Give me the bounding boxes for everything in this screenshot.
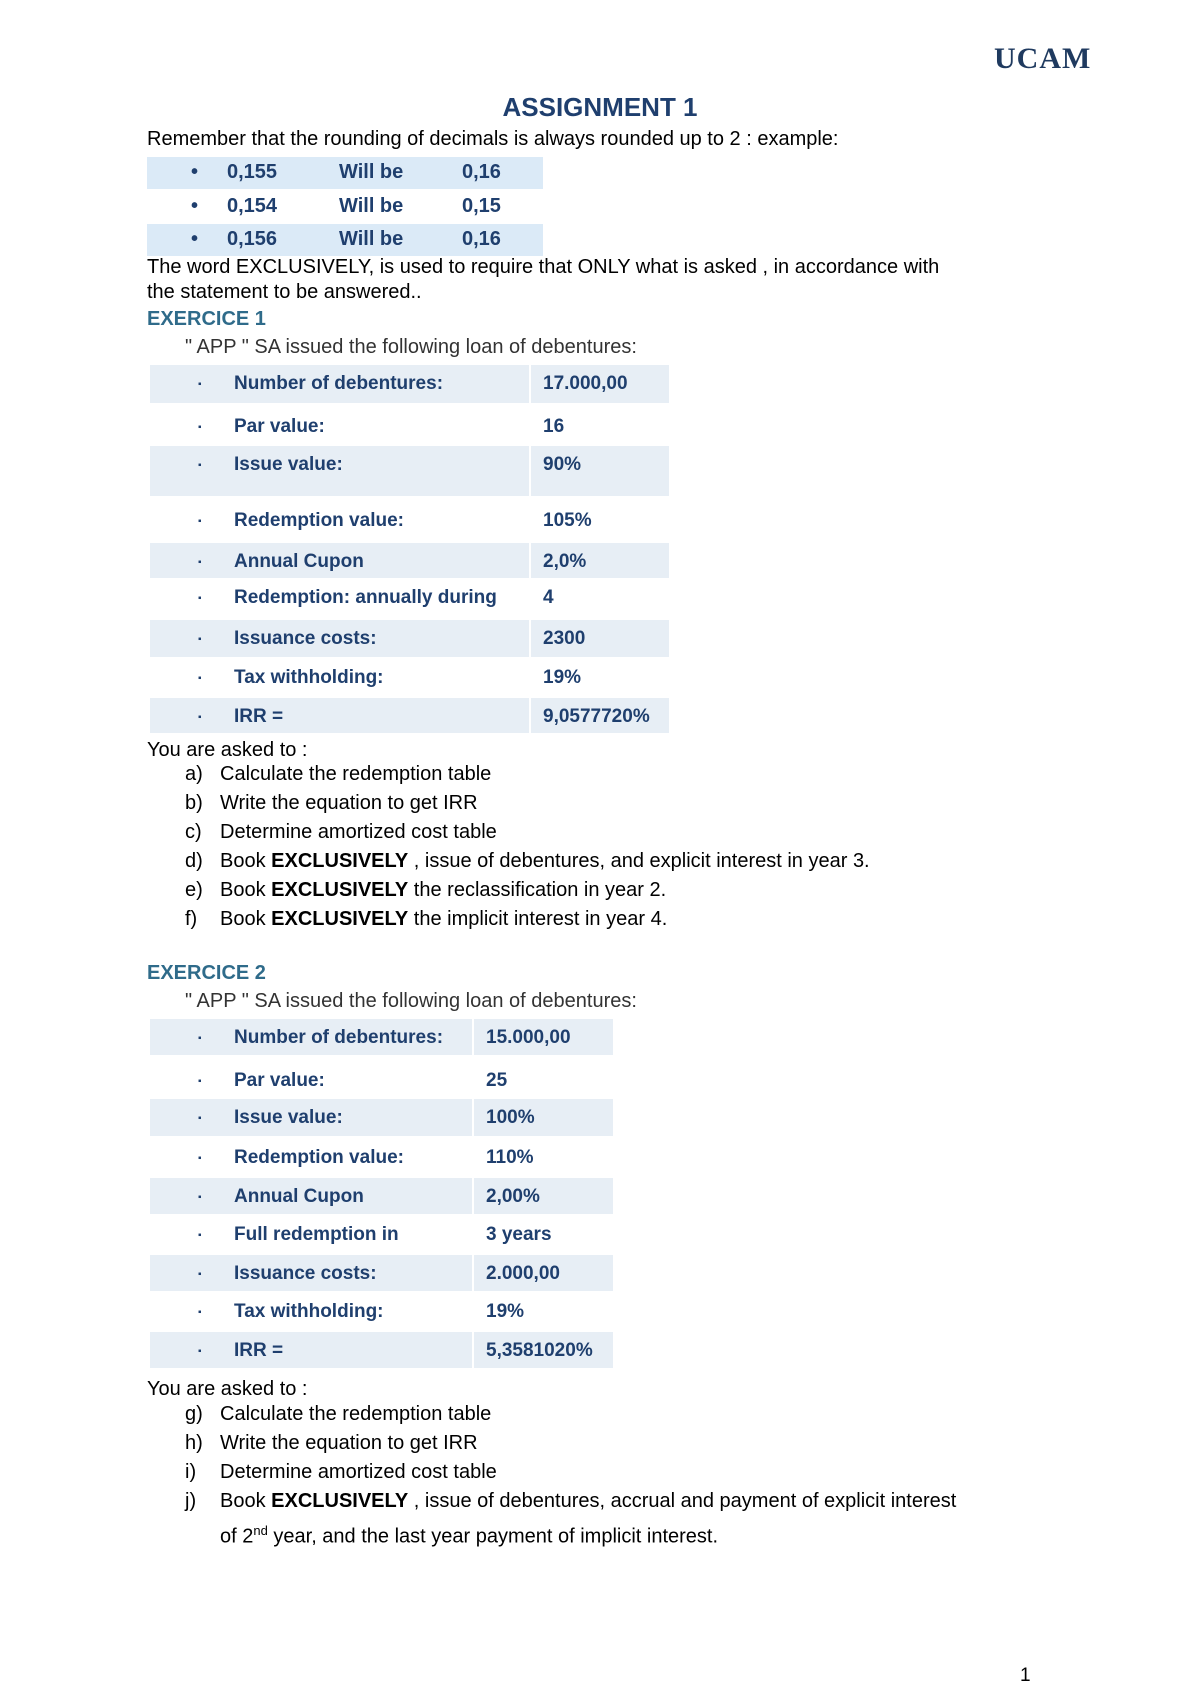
label-cell [150, 1139, 472, 1176]
table-row [150, 1255, 613, 1291]
task-text [220, 1458, 497, 1487]
value-cell [531, 500, 669, 538]
row-value: 19% [543, 667, 582, 688]
task-text-emphasis: EXCLUSIVELY [271, 1490, 409, 1512]
ucam-logo: UCAM [994, 42, 1092, 75]
label-cell [150, 1332, 472, 1368]
task-text-pre: Book [220, 908, 272, 930]
task-j-line2-post: year, and the last year payment of implicit interest. [267, 1525, 719, 1548]
task-text-emphasis: EXCLUSIVELY [271, 908, 409, 930]
exercise1-heading: EXERCICE 1 [147, 308, 266, 330]
exclusive-note-line2: the statement to be answered.. [147, 281, 422, 303]
table-row [150, 1139, 613, 1176]
task-marker: h) [185, 1432, 203, 1454]
label-cell [150, 698, 529, 733]
row-value: 15.000,00 [486, 1027, 571, 1048]
value-cell [531, 365, 669, 403]
bullet-icon: ▪ [198, 379, 202, 390]
row-label: Annual Cupon [234, 551, 364, 572]
value-cell [474, 1216, 613, 1253]
task-marker: g) [185, 1403, 203, 1425]
task-text-pre: Calculate the redemption table [220, 763, 492, 785]
label-cell [150, 1255, 472, 1291]
row-value: 2300 [543, 628, 586, 649]
table-row [150, 581, 669, 617]
bullet-icon: ▪ [198, 1033, 202, 1044]
rounding-example-row [147, 191, 543, 223]
value-cell [474, 1332, 613, 1368]
row-value: 16 [543, 416, 565, 437]
label-cell [150, 1019, 472, 1055]
row-value: 2,0% [543, 551, 587, 572]
value-cell [474, 1255, 613, 1291]
bullet-icon: ▪ [198, 1153, 202, 1164]
row-value: 25 [486, 1070, 508, 1091]
label-cell [150, 543, 529, 578]
rounding-result: 0,16 [462, 228, 501, 250]
document-title: ASSIGNMENT 1 [502, 92, 698, 122]
row-value: 4 [543, 587, 554, 608]
rounding-intro: Remember that the rounding of decimals is always rounded up to 2 : example: [147, 128, 839, 150]
value-cell [474, 1139, 613, 1176]
row-label: Issue value: [234, 1107, 343, 1128]
task-marker: f) [185, 908, 198, 930]
bullet-icon: ▪ [198, 460, 202, 471]
label-cell [150, 408, 529, 444]
value-cell [474, 1019, 613, 1055]
row-label: Issuance costs: [234, 1263, 377, 1284]
task-text-post: , issue of debentures, and explicit interest in year 3. [408, 850, 870, 872]
bullet-icon: ▪ [198, 422, 202, 433]
row-label: Tax withholding: [234, 1301, 384, 1322]
task-text [220, 1400, 491, 1429]
table-row [150, 1099, 613, 1136]
task-text [220, 905, 667, 934]
table-row [150, 1060, 613, 1096]
task-text-post: the reclassification in year 2. [408, 879, 667, 901]
task-text [220, 760, 491, 789]
row-value: 100% [486, 1107, 535, 1128]
table-row [150, 1293, 613, 1330]
row-value: 110% [486, 1147, 534, 1168]
task-text-post: the implicit interest in year 4. [408, 908, 668, 930]
row-value: 9,0577720% [543, 706, 650, 727]
label-cell [150, 365, 529, 403]
table-row [150, 1178, 613, 1214]
page-number: 1 [1020, 1665, 1031, 1686]
row-label: Issue value: [234, 454, 343, 475]
table-row [150, 1019, 613, 1055]
label-cell [150, 500, 529, 538]
value-cell [531, 620, 669, 657]
task-marker: e) [185, 879, 203, 901]
row-value: 5,3581020% [486, 1340, 593, 1361]
exercise2-intro: " APP " SA issued the following loan of debentures: [185, 990, 637, 1012]
row-label: Par value: [234, 1070, 325, 1091]
row-label: IRR = [234, 706, 284, 727]
bullet-icon: ▪ [198, 1307, 202, 1318]
value-cell [531, 446, 669, 496]
bullet-icon: ▪ [198, 516, 202, 527]
value-cell [531, 543, 669, 578]
row-label: Redemption: annually during [234, 587, 497, 608]
row-value: 3 years [486, 1224, 552, 1245]
bullet-icon: ▪ [198, 1346, 202, 1357]
row-value: 17.000,00 [543, 373, 628, 394]
exclusive-note-line1: The word EXCLUSIVELY, is used to require that ONLY what is asked , in accordance with [147, 256, 940, 278]
task-text-post: , issue of debentures, accrual and payment of explicit interest [408, 1490, 957, 1512]
table-row [150, 543, 669, 578]
label-cell [150, 1293, 472, 1330]
task-text [220, 1429, 478, 1458]
will-be-label: Will be [339, 161, 404, 183]
task-text-emphasis: EXCLUSIVELY [271, 850, 409, 872]
rounding-example-row [147, 224, 543, 256]
value-cell [531, 581, 669, 617]
bullet-icon: • [191, 161, 199, 183]
task-marker: j) [185, 1490, 197, 1512]
row-label: Redemption value: [234, 510, 404, 531]
task-text [220, 847, 870, 876]
row-value: 2,00% [486, 1186, 540, 1207]
exercise2-asked: You are asked to : [147, 1378, 308, 1400]
rounding-value: 0,155 [227, 161, 278, 183]
row-label: Number of debentures: [234, 373, 444, 394]
exercise2-heading: EXERCICE 2 [147, 962, 266, 984]
task-marker: d) [185, 850, 203, 872]
row-value: 2.000,00 [486, 1263, 560, 1284]
rounding-value: 0,154 [227, 195, 278, 217]
rounding-value: 0,156 [227, 228, 278, 250]
will-be-label: Will be [339, 228, 404, 250]
task-marker: a) [185, 763, 203, 785]
row-value: 90% [543, 454, 582, 475]
row-label: Par value: [234, 416, 325, 437]
table-row [150, 365, 669, 403]
task-marker: b) [185, 792, 203, 814]
row-label: Annual Cupon [234, 1186, 364, 1207]
task-text-pre: Determine amortized cost table [220, 1461, 497, 1483]
label-cell [150, 1099, 472, 1136]
label-cell [150, 446, 529, 496]
task-marker: i) [185, 1461, 197, 1483]
rounding-result: 0,16 [462, 161, 501, 183]
bullet-icon: ▪ [198, 634, 202, 645]
row-label: Redemption value: [234, 1147, 404, 1168]
table-row [150, 500, 669, 538]
row-label: Issuance costs: [234, 628, 377, 649]
task-text-pre: Calculate the redemption table [220, 1403, 492, 1425]
label-cell [150, 1178, 472, 1214]
task-text-pre: Write the equation to get IRR [220, 1432, 478, 1454]
value-cell [474, 1293, 613, 1330]
label-cell [150, 659, 529, 696]
bullet-icon: ▪ [198, 1269, 202, 1280]
row-label: Tax withholding: [234, 667, 384, 688]
label-cell [150, 620, 529, 657]
task-marker: c) [185, 821, 202, 843]
label-cell [150, 1216, 472, 1253]
table-row [150, 659, 669, 696]
value-cell [474, 1099, 613, 1136]
value-cell [531, 698, 669, 733]
bullet-icon: ▪ [198, 557, 202, 568]
row-value: 19% [486, 1301, 525, 1322]
bullet-icon: ▪ [198, 712, 202, 723]
value-cell [531, 659, 669, 696]
rounding-result: 0,15 [462, 195, 501, 217]
task-text-pre: Book [220, 1490, 272, 1512]
will-be-label: Will be [339, 195, 404, 217]
bullet-icon: • [191, 228, 199, 250]
bullet-icon: ▪ [198, 1113, 202, 1124]
value-cell [474, 1178, 613, 1214]
task-text-pre: Book [220, 850, 272, 872]
value-cell [531, 408, 669, 444]
table-row [150, 698, 669, 733]
bullet-icon: ▪ [198, 673, 202, 684]
task-text-emphasis: EXCLUSIVELY [271, 879, 409, 901]
task-text [220, 789, 478, 818]
bullet-icon: ▪ [198, 1192, 202, 1203]
task-j-line2-sup: nd [253, 1523, 268, 1538]
row-label: IRR = [234, 1340, 284, 1361]
row-label: Full redemption in [234, 1224, 399, 1245]
task-text-pre: Determine amortized cost table [220, 821, 497, 843]
table-row [150, 408, 669, 444]
exercise1-intro: " APP " SA issued the following loan of debentures: [185, 336, 637, 358]
bullet-icon: • [191, 195, 199, 217]
table-row [150, 620, 669, 657]
bullet-icon: ▪ [198, 1076, 202, 1087]
bullet-icon: ▪ [198, 593, 202, 604]
row-value: 105% [543, 510, 592, 531]
label-cell [150, 581, 529, 617]
task-text [220, 876, 666, 905]
rounding-example-row [147, 157, 543, 189]
table-row [150, 1332, 613, 1368]
task-text-pre: Write the equation to get IRR [220, 792, 478, 814]
table-row [150, 446, 669, 496]
task-j-line2-pre: of 2 [220, 1525, 254, 1548]
bullet-icon: ▪ [198, 1230, 202, 1241]
task-text-pre: Book [220, 879, 272, 901]
task-text [220, 1487, 956, 1516]
label-cell [150, 1060, 472, 1096]
table-row [150, 1216, 613, 1253]
exercise1-asked: You are asked to : [147, 739, 308, 761]
value-cell [474, 1060, 613, 1096]
task-text [220, 818, 497, 847]
row-label: Number of debentures: [234, 1027, 444, 1048]
